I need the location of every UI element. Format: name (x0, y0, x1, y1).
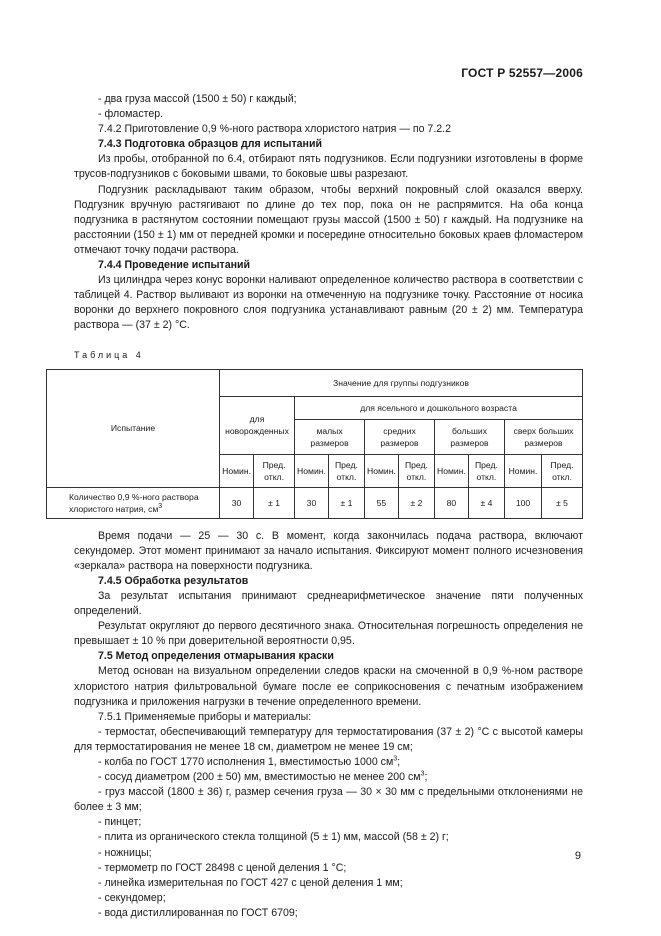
table-cell: ± 2 (398, 487, 434, 518)
table-cell: ± 1 (328, 487, 364, 518)
dev-header: Пред. откл. (542, 454, 583, 487)
table-cell: 30 (220, 487, 254, 518)
list-item: - плита из органического стекла толщиной (5 ± 1) мм, массой (58 ± 2) г; (98, 831, 449, 844)
heading-7-5: 7.5 Метод определения отмарывания краски (98, 650, 334, 663)
paragraph: Время подачи — 25 — 30 с. В момент, когда закончилась подача раствора, включают секундомер. Этот момент принимают за начало испытания. Фиксируют момент полного исчезновения «зеркала» раствора на поверхности подгузника. (74, 529, 583, 572)
table-cell: 100 (505, 487, 542, 518)
section-7-4-2: 7.4.2 Приготовление 0,9 %-ного раствора хлористого натрия — по 7.2.2 (98, 123, 451, 136)
table-cell: 30 (295, 487, 329, 518)
paragraph: Метод основан на визуальном определении следов краски на смоченной в 0,9 %-ном растворе хлористого натрия фильтровальной бумаге после ее соприкосновения с печатным изображением подгузника и приложения нагрузки в течение определенного времени. (74, 665, 583, 708)
dev-header: Пред. откл. (468, 454, 504, 487)
paragraph: Из цилиндра через конус воронки наливают определенное количество раствора в соответствии с таблицей 4. Раствор выливают из воронки на отмеченную на подгузнике точку. Расстояние от носика воронки до верхнего покровного слоя подгузника устанавливают равным (20 ± 2) мм. Температура раствора — (37 ± 2) °С. (74, 274, 583, 332)
page-content (69, 92, 583, 921)
table-cell: ± 5 (542, 487, 583, 518)
heading-7-4-4: 7.4.4 Проведение испытаний (98, 259, 251, 272)
document-id: ГОСТ Р 52557—2006 (461, 66, 583, 80)
list-item: - два груза массой (1500 ± 50) г каждый; (98, 93, 297, 105)
dev-header: Пред. откл. (328, 454, 364, 487)
table-4 (46, 369, 583, 519)
xlarge-header: сверх больших размеров (505, 419, 583, 454)
nom-header: Номин. (435, 454, 469, 487)
table-cell: ± 1 (254, 487, 295, 518)
table-cell: 55 (365, 487, 399, 518)
section-7-5-1: 7.5.1 Применяемые приборы и материалы: (98, 710, 312, 723)
list-item: - секундомер; (98, 891, 166, 904)
list-item: - колба по ГОСТ 1770 исполнения 1, вместимостью 1000 $см^3$; (98, 755, 401, 768)
paragraph: Из пробы, отобранной по 6.4, отбирают пять подгузников. Если подгузники изготовлены в форме трусов-подгузников с боковыми швами, то боковые швы разрезают. (74, 153, 583, 181)
group-header: Значение для группы подгузников (220, 369, 583, 396)
paragraph: Результат округляют до первого десятичного знака. Относительная погрешность определения не превышает ± 10 % при доверительной вероятности 0,95. (74, 620, 583, 648)
table-caption: Таблица 4 (74, 349, 144, 360)
newborn-header: для новорожденных (220, 396, 295, 454)
table-cell: ± 4 (468, 487, 504, 518)
nom-header: Номин. (505, 454, 542, 487)
list-item: - линейка измерительная по ГОСТ 427 с ценой деления 1 мм; (98, 876, 403, 889)
nom-header: Номин. (220, 454, 254, 487)
large-header: больших размеров (435, 419, 505, 454)
list-item: - груз массой (1800 ± 36) г, размер сечения груза — 30 × 30 мм с предельными отклонениями не более ± 3 мм; (74, 786, 583, 814)
heading-7-4-3: 7.4.3 Подготовка образцов для испытаний (98, 138, 322, 151)
dev-header: Пред. откл. (254, 454, 295, 487)
nom-header: Номин. (365, 454, 399, 487)
table-cell: 80 (435, 487, 469, 518)
paragraph: За результат испытания принимают среднеарифметическое значение пяти полученных определений. (74, 589, 583, 618)
heading-7-4-5: 7.4.5 Обработка результатов (98, 574, 249, 587)
paragraph: Подгузник раскладывают таким образом, чтобы верхний покровный слой оказался вверху. Подгузник вручную растягивают по длине до тех пор, пока он не распрямится. На оба конца подгузника в растянутом состоянии помещают грузы массой (1500 ± 50) г каждый. На подгузнике на расстоянии (150 ± 1) мм от передней кромки и посередине относительно боковых краев фломастером отмечают точку подачи раствора. (74, 183, 583, 256)
page-number: 9 (574, 850, 581, 862)
col-test-header: Испытание (47, 369, 220, 487)
list-item: - вода дистиллированная по ГОСТ 6709; (98, 906, 298, 919)
list-item: - сосуд диаметром (200 ± 50) мм, вместимостью не менее 200 $см^3$; (98, 770, 428, 784)
list-item: - пинцет; (98, 816, 142, 829)
list-item: - термостат, обеспечивающий температуру для термостатирования (37 ± 2) °С с высотой камеры для термостатирования не менее 18 см, диаметром не менее 19 см; (74, 725, 583, 753)
list-item: - ножницы; (98, 846, 152, 859)
row-label: Количество 0,9 %-ного раствора хлористого натрия, $см^3$ (47, 487, 220, 518)
table-row (47, 487, 583, 518)
list-item: - термометр по ГОСТ 28498 с ценой деления 1 °С; (98, 861, 347, 874)
preschool-header: для ясельного и дошкольного возраста (295, 396, 583, 419)
small-header: малых размеров (295, 419, 365, 454)
nom-header: Номин. (295, 454, 329, 487)
dev-header: Пред. откл. (398, 454, 434, 487)
list-item: - фломастер. (98, 108, 164, 121)
medium-header: средних размеров (365, 419, 435, 454)
